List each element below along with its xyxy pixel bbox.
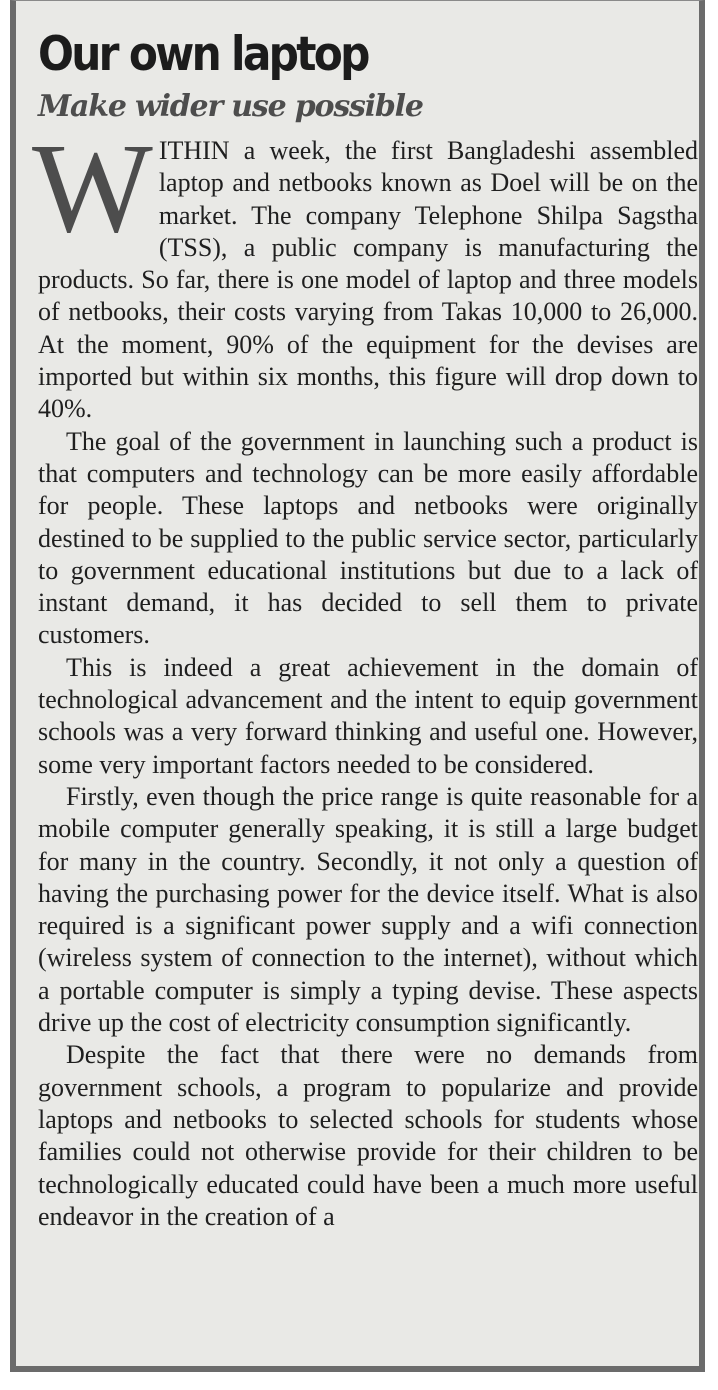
paragraph-5: Despite the fact that there were no demands from government schools, a program to popularize and provide laptops and netbooks to selected schools for students whose families could not otherwise provide for their children to be technologically educated could have been a much more useful endeavor in the creation of a — [38, 1040, 698, 1231]
subheadline: Make wider use possible — [38, 89, 423, 124]
article — [32, 25, 698, 1233]
article-frame — [10, 0, 705, 1372]
paragraph-1-text: ITHIN a week, the first Bangladeshi assembled laptop and netbooks known as Doel will be on the market. The company Telephone Shilpa Sagstha (TSS), a public company is manufacturing the products. So far, there is one model of laptop and three models of netbooks, their costs varying from Takas 10,000 to 26,000. At the moment, 90% of the equipment for the devises are imported but within six months, this figure will drop down to 40%. — [38, 136, 698, 424]
paragraph-1 — [32, 117, 698, 426]
paragraph-3: This is indeed a great achievement in the domain of technological advancement and the intent to equip government schools was a very forward thinking and useful one. However, some very important factors needed to be considered. — [38, 652, 698, 779]
drop-cap: W — [32, 117, 153, 259]
paragraph-2: The goal of the government in launching such a product is that computers and technology can be more easily affordable for people. These laptops and netbooks were originally destined to be supplied to the public service sector, particularly to government educational institutions but due to a lack of instant demand, it has decided to sell them to private customers. — [38, 426, 698, 650]
paragraph-4: Firstly, even though the price range is quite reasonable for a mobile computer generally speaking, it is still a large budget for many in the country. Secondly, it not only a question of having the purchasing power for the device itself. What is also required is a significant power supply and a wifi connection (wireless system of connection to the internet), without which a portable computer is simply a typing devise. These aspects drive up the cost of electricity consumption significantly. — [38, 781, 698, 1038]
article-body — [32, 117, 698, 1233]
headline: Our own laptop — [38, 27, 368, 82]
